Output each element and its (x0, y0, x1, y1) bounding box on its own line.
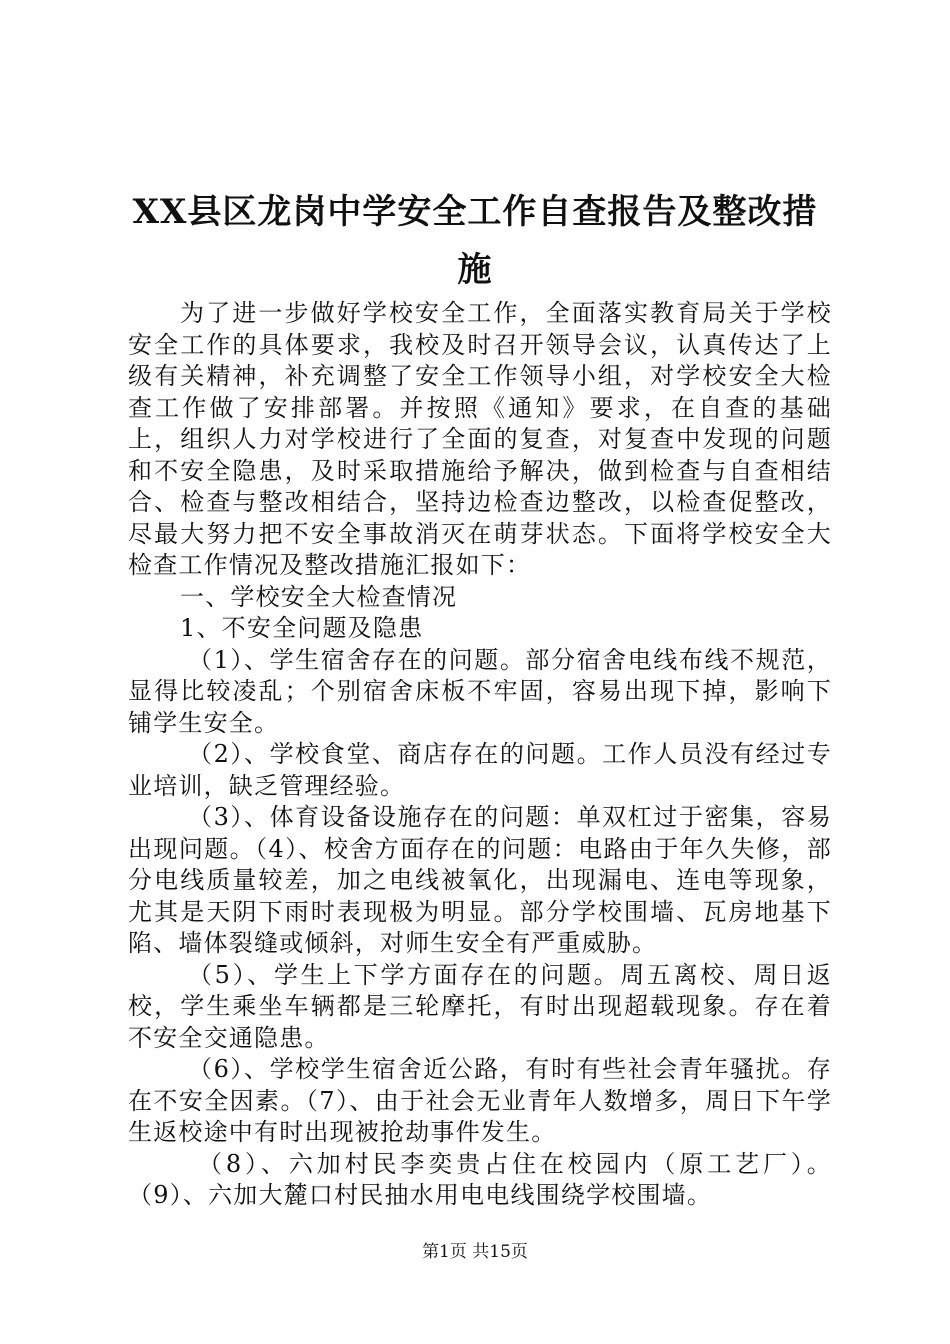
issue-paragraph: （8）、六加村民李奕贵占住在校园内（原工艺厂）。（9）、六加大麓口村民抽水用电电线围绕学校围墙。 (128, 1149, 832, 1209)
section-heading: 一、学校安全大检查情况 (180, 582, 458, 611)
issue-paragraph: （3）、体育设备设施存在的问题：单双杠过于密集，容易出现问题。（4）、校舍方面存在的问题：电路由于年久失修，部分电线质量较差，加之电线被氧化，出现漏电、连电等现象，尤其是天阴下雨时表现极为明显。部分学校围墙、瓦房地基下陷、墙体裂缝或倾斜，对师生安全有严重威胁。 (128, 803, 832, 957)
issue-paragraph: （1）、学生宿舍存在的问题。部分宿舍电线布线不规范，显得比较凌乱；个别宿舍床板不牢固，容易出现下掉，影响下铺学生安全。 (128, 645, 832, 737)
issue-paragraph: （2）、学校食堂、商店存在的问题。工作人员没有经过专业培训，缺乏管理经验。 (128, 740, 832, 800)
page-footer: 第1页 共15页 (422, 1242, 528, 1262)
issue-paragraph: （6）、学校学生宿舍近公路，有时有些社会青年骚扰。存在不安全因素。（7）、由于社会无业青年人数增多，周日下午学生返校途中有时出现被抢劫事件发生。 (128, 1055, 832, 1146)
intro-paragraph: 为了进一步做好学校安全工作，全面落实教育局关于学校安全工作的具体要求，我校及时召开领导会议，认真传达了上级有关精神，补充调整了安全工作领导小组，对学校安全大检查工作做了安排部署。并按照《通知》要求，在自查的基础上，组织人力对学校进行了全面的复查，对复查中发现的问题和不安全隐患，及时采取措施给予解决，做到检查与自查相结合、检查与整改相结合，坚持边检查边整改，以检查促整改，尽最大努力把不安全事故消灭在萌芽状态。下面将学校安全大检查工作情况及整改措施汇报如下： (128, 299, 832, 579)
document-title: XX县区龙岗中学安全工作自查报告及整改措施 (132, 192, 818, 290)
issue-paragraph: （5）、学生上下学方面存在的问题。周五离校、周日返校，学生乘坐车辆都是三轮摩托，有时出现超载现象。存在着不安全交通隐患。 (128, 960, 832, 1052)
subsection-heading: 1、不安全问题及隐患 (180, 614, 424, 642)
document-body (128, 298, 832, 1212)
